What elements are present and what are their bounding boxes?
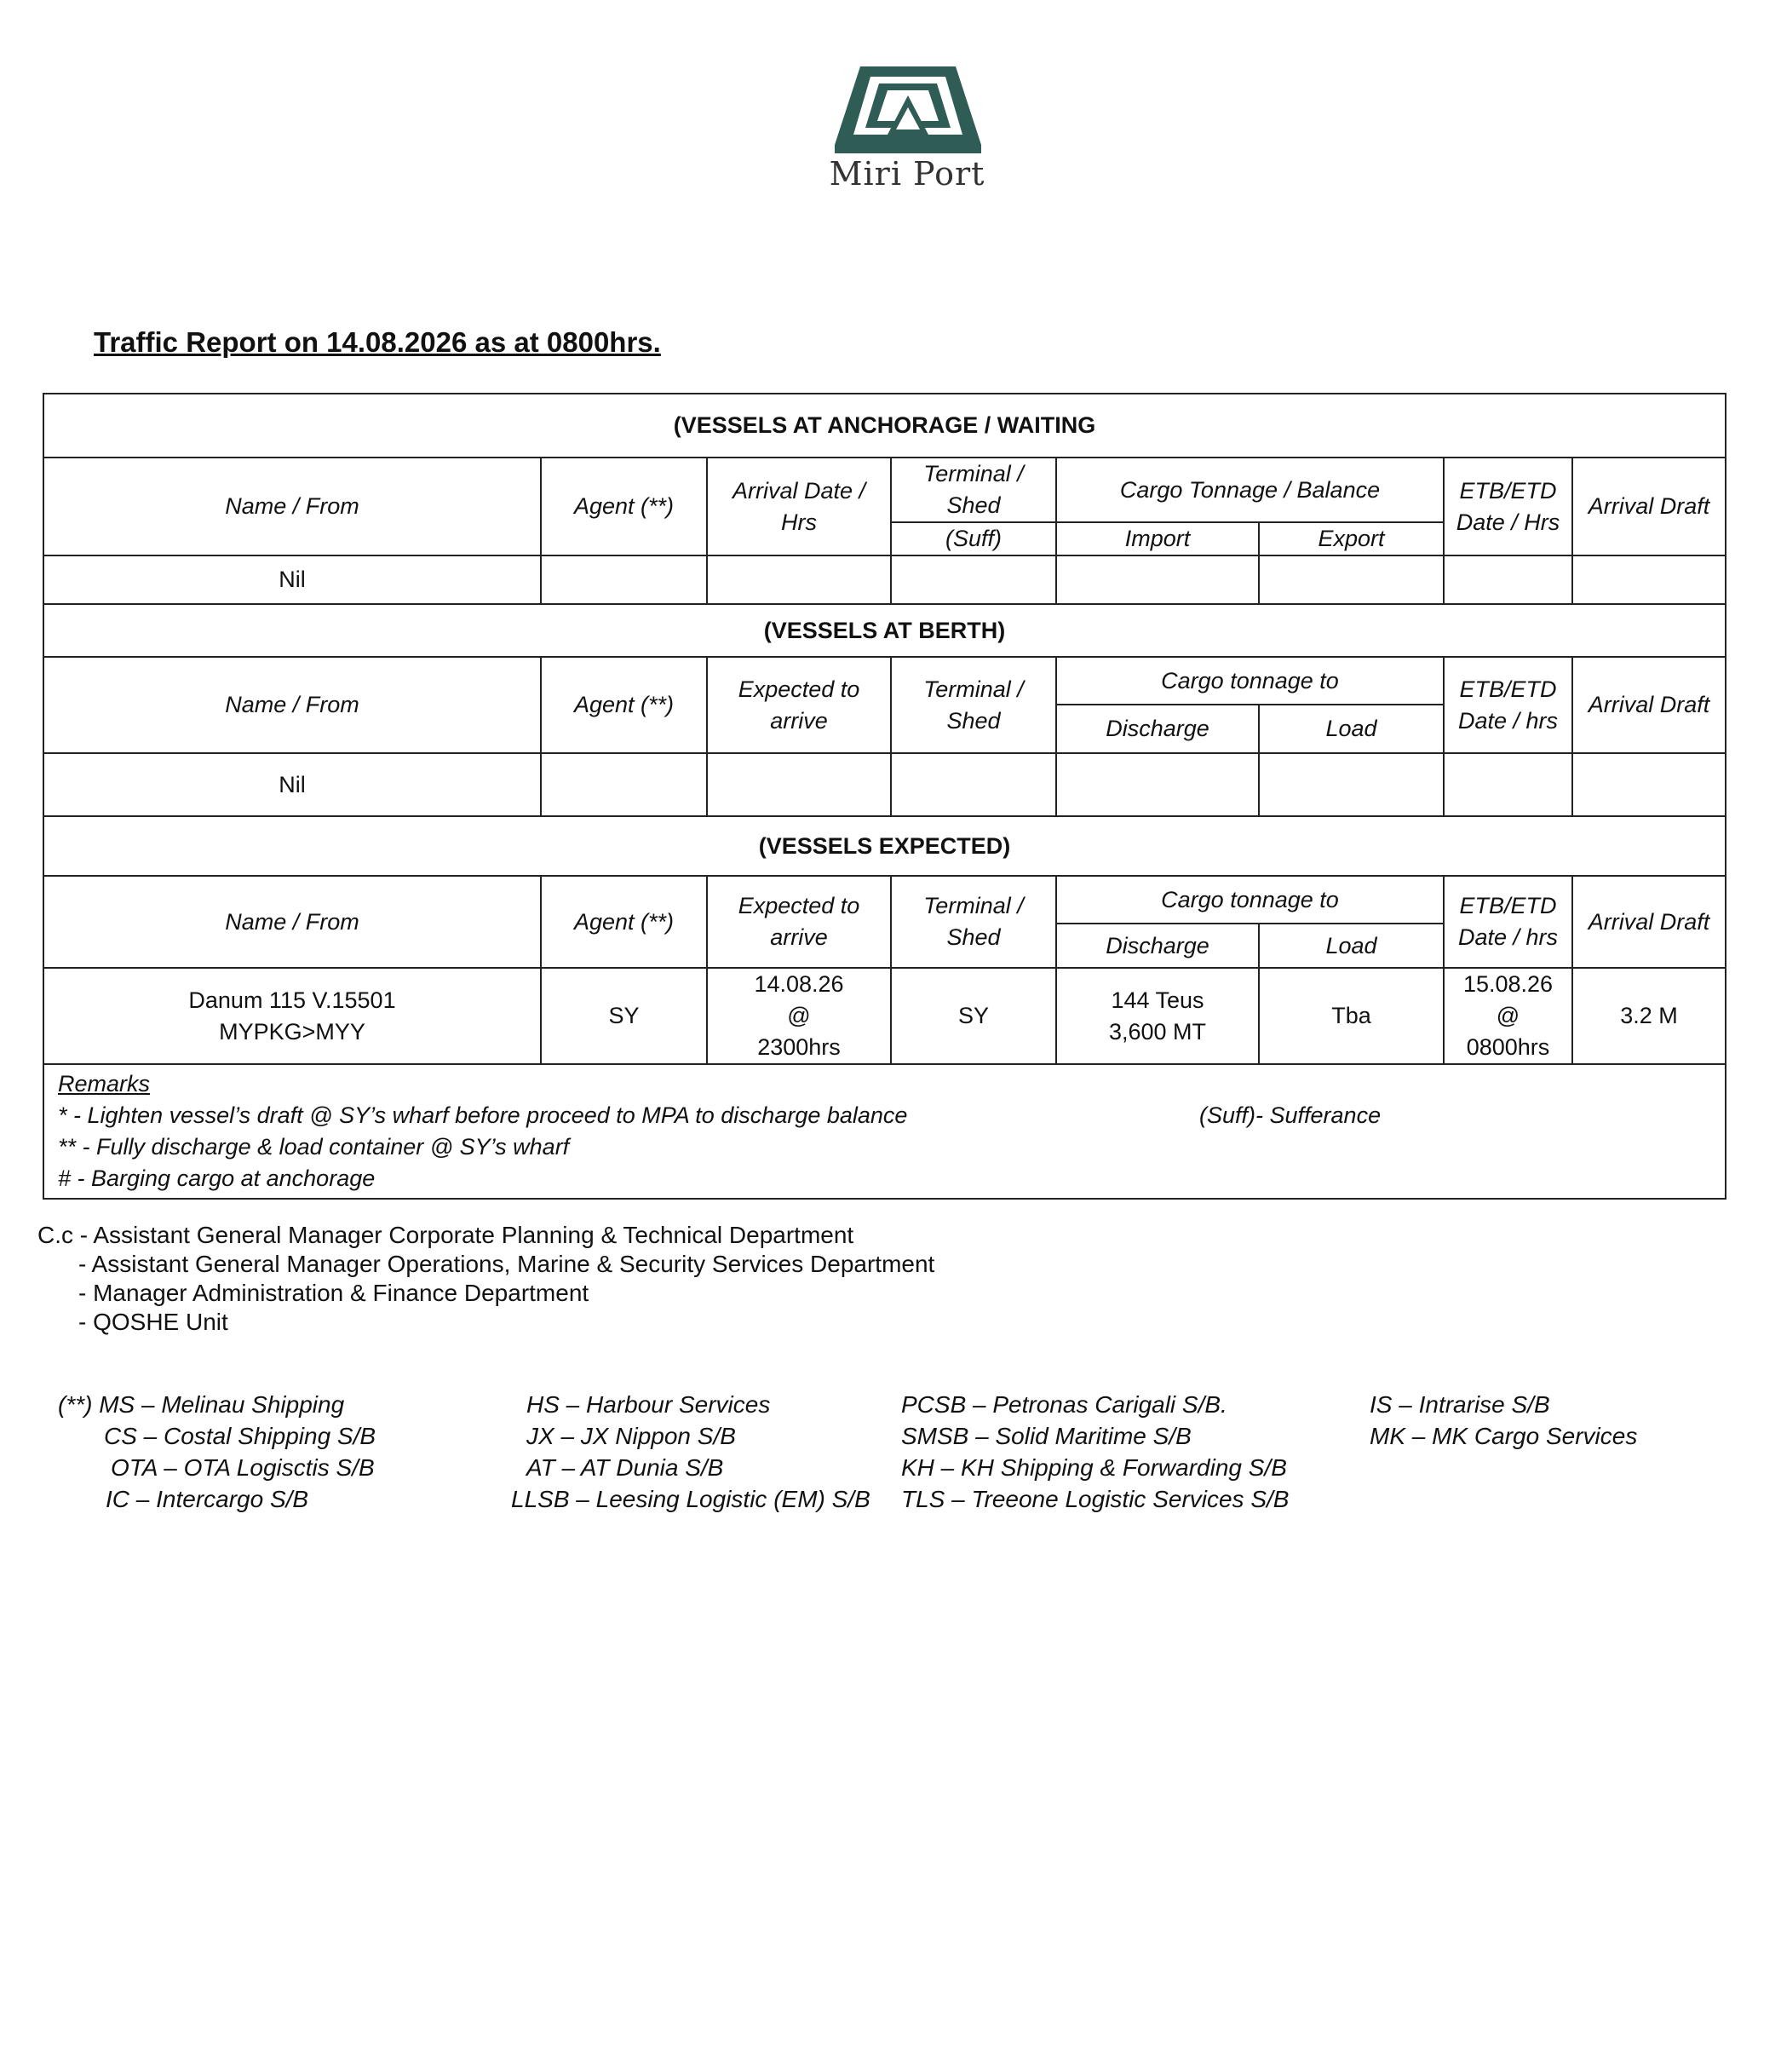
etb-date: 15.08.26	[1462, 971, 1554, 997]
table-row	[43, 753, 1726, 816]
arrival-date: 14.08.26	[754, 971, 844, 997]
cc-item: - Manager Administration & Finance Department	[78, 1280, 589, 1306]
header-draft: Arrival Draft	[1572, 458, 1726, 555]
vessel-name: Danum 115 V.15501	[188, 987, 396, 1013]
header-terminal: Terminal / Shed	[891, 458, 1056, 522]
header-agent: Agent (**)	[541, 458, 707, 555]
header-agent: Agent (**)	[541, 657, 707, 753]
agent-legend-col1	[58, 1389, 376, 1515]
cc-item: - Assistant General Manager Operations, Marine & Security Services Department	[78, 1251, 935, 1277]
vessel-etb-cell	[1444, 968, 1572, 1064]
header-cargo: Cargo Tonnage / Balance	[1056, 458, 1444, 522]
header-arrival: Arrival Date / Hrs	[707, 458, 891, 555]
anchorage-section-row	[43, 394, 1726, 458]
header-name: Name / From	[43, 876, 541, 968]
header-load: Load	[1259, 924, 1444, 968]
header-draft: Arrival Draft	[1572, 876, 1726, 968]
header-cargo: Cargo tonnage to	[1056, 657, 1444, 705]
discharge-mt: 3,600 MT	[1108, 1018, 1207, 1045]
berth-nil: Nil	[43, 753, 541, 816]
table-row	[43, 555, 1726, 604]
agent-legend-item: AT – AT Dunia S/B	[526, 1454, 724, 1481]
header-etb: ETB/ETD Date / Hrs	[1444, 458, 1572, 555]
header-agent: Agent (**)	[541, 876, 707, 968]
arrival-at: @	[787, 1003, 811, 1028]
vessel-route: MYPKG>MYY	[219, 1018, 365, 1045]
vessel-load: Tba	[1259, 968, 1444, 1064]
agent-legend-item: TLS – Treeone Logistic Services S/B	[901, 1486, 1290, 1512]
vessel-draft: 3.2 M	[1572, 968, 1726, 1064]
agent-legend-item: LLSB – Leesing Logistic (EM) S/B	[511, 1486, 870, 1512]
remark-line: ** - Fully discharge & load container @ SY’s wharf	[58, 1134, 570, 1160]
logo-emblem-icon	[835, 66, 981, 160]
header-discharge: Discharge	[1056, 924, 1259, 968]
header-etb: ETB/ETD Date / hrs	[1444, 657, 1572, 753]
arrival-time: 2300hrs	[757, 1034, 841, 1060]
anchorage-nil: Nil	[43, 555, 541, 604]
cc-lead: C.c - Assistant General Manager Corporate Planning & Technical Department	[37, 1222, 854, 1248]
agent-legend-item: HS – Harbour Services	[526, 1391, 771, 1418]
expected-section-title: (VESSELS EXPECTED)	[43, 816, 1726, 876]
agent-legend-item: OTA – OTA Logisctis S/B	[111, 1454, 375, 1481]
agent-legend-item: IC – Intercargo S/B	[106, 1486, 309, 1512]
vessel-agent: SY	[541, 968, 707, 1064]
vessel-name-cell	[43, 968, 541, 1064]
header-draft: Arrival Draft	[1572, 657, 1726, 753]
agent-legend-item: CS – Costal Shipping S/B	[104, 1423, 376, 1449]
berth-section-title: (VESSELS AT BERTH)	[43, 604, 1726, 657]
header-import: Import	[1056, 522, 1259, 555]
remarks-cell	[43, 1064, 1726, 1199]
cc-list	[37, 1221, 934, 1337]
traffic-report-table	[43, 393, 1726, 1200]
header-expected: Expected to arrive	[707, 876, 891, 968]
header-discharge: Discharge	[1056, 705, 1259, 753]
etb-time: 0800hrs	[1466, 1034, 1550, 1060]
agent-legend-item: MK – MK Cargo Services	[1370, 1423, 1638, 1449]
logo-text: Miri Port	[829, 155, 985, 193]
header-export: Export	[1259, 522, 1444, 555]
agent-legend-item: PCSB – Petronas Carigali S/B.	[901, 1391, 1227, 1418]
header-suff: (Suff)	[891, 522, 1056, 555]
header-etb: ETB/ETD Date / hrs	[1444, 876, 1572, 968]
agent-legend-item: IS – Intrarise S/B	[1370, 1391, 1550, 1418]
agent-legend-item: KH – KH Shipping & Forwarding S/B	[901, 1454, 1287, 1481]
agent-legend-item: JX – JX Nippon S/B	[526, 1423, 736, 1449]
agent-legend-col2	[511, 1389, 870, 1515]
anchorage-section-title: (VESSELS AT ANCHORAGE / WAITING	[43, 394, 1726, 458]
header-name: Name / From	[43, 458, 541, 555]
discharge-teus: 144 Teus	[1111, 987, 1204, 1013]
vessel-arrival-cell	[707, 968, 891, 1064]
agent-legend-item: SMSB – Solid Maritime S/B	[901, 1423, 1192, 1449]
cc-item: - QOSHE Unit	[78, 1309, 228, 1335]
vessel-terminal: SY	[891, 968, 1056, 1064]
header-name: Name / From	[43, 657, 541, 753]
agent-legend-item: (**) MS – Melinau Shipping	[58, 1391, 345, 1418]
page-title: Traffic Report on 14.08.2026 as at 0800hrs.	[94, 326, 661, 358]
table-row	[43, 968, 1726, 1064]
header-cargo: Cargo tonnage to	[1056, 876, 1444, 924]
header-terminal: Terminal / Shed	[891, 876, 1056, 968]
remarks-title: Remarks	[58, 1071, 151, 1096]
etb-at: @	[1496, 1003, 1520, 1028]
remark-line: * - Lighten vessel’s draft @ SY’s wharf before proceed to MPA to discharge balance	[58, 1102, 908, 1128]
header-expected: Expected to arrive	[707, 657, 891, 753]
remark-line: # - Barging cargo at anchorage	[58, 1166, 376, 1191]
agent-legend-col3	[901, 1389, 1289, 1515]
suff-note: (Suff)- Sufferance	[1199, 1102, 1382, 1128]
vessel-discharge-cell	[1056, 968, 1259, 1064]
agent-legend-col4	[1370, 1389, 1637, 1452]
header-terminal: Terminal / Shed	[891, 657, 1056, 753]
header-load: Load	[1259, 705, 1444, 753]
